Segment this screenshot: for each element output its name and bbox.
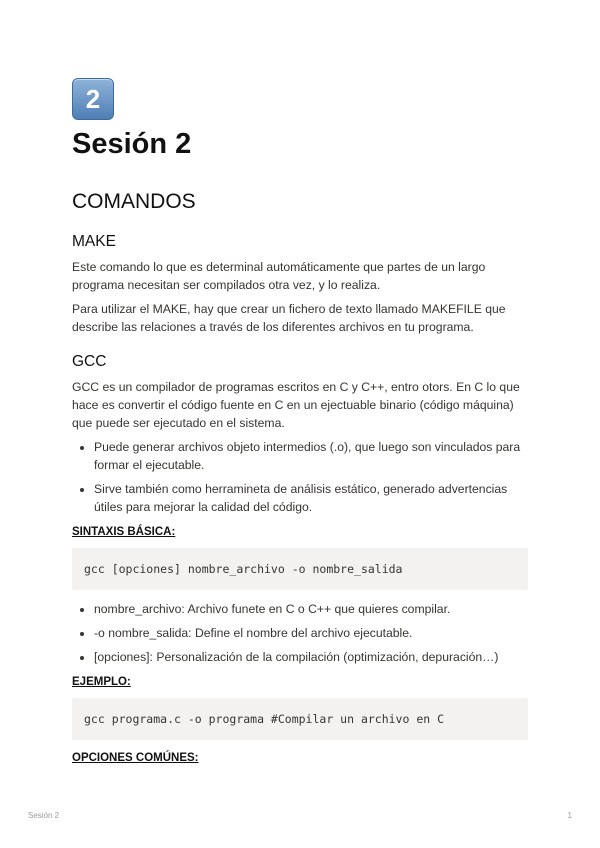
make-paragraph-1: Este comando lo que es determinal automáticamente que partes de un largo programa necesitan ser compilados otra vez, y lo realiza. bbox=[72, 260, 486, 292]
page-content bbox=[72, 78, 528, 774]
example-label: EJEMPLO: bbox=[72, 676, 131, 688]
footer-page-title: Sesión 2 bbox=[28, 811, 60, 820]
syntax-code-block[interactable]: gcc [opciones] nombre_archivo -o nombre_salida bbox=[72, 548, 528, 590]
gcc-heading: GCC bbox=[72, 353, 107, 370]
number-2-badge-icon: 2 bbox=[72, 78, 114, 120]
list-item: • [opciones]: Personalización de la compilación (optimización, depuración…) bbox=[94, 648, 528, 666]
syntax-bullet-list bbox=[72, 600, 528, 666]
list-item: • Puede generar archivos objeto intermedios (.o), que luego son vinculados para formar el ejecutable. bbox=[94, 438, 528, 474]
list-item: • nombre_archivo: Archivo funete en C o C++ que quieres compilar. bbox=[94, 600, 528, 618]
list-item: • Sirve también como herramineta de análisis estático, generado advertencias útiles para mejorar la calidad del código. bbox=[94, 480, 528, 516]
gcc-paragraph: GCC es un compilador de programas escritos en C y C++, entro otors. En C lo que hace es convertir el código fuente en C en un ejectuable binario (código máquina) que puede ser ejecutado en el sistema. bbox=[72, 380, 520, 430]
make-paragraph-2: Para utilizar el MAKE, hay que crear un fichero de texto llamado MAKEFILE que describe las relaciones a través de los diferentes archivos en tu programa. bbox=[72, 302, 506, 334]
options-label: OPCIONES COMÚNES: bbox=[72, 752, 199, 764]
list-item: • -o nombre_salida: Define el nombre del archivo ejecutable. bbox=[94, 624, 528, 642]
syntax-label: SINTAXIS BÁSICA: bbox=[72, 526, 176, 538]
example-code-block[interactable]: gcc programa.c -o programa #Compilar un archivo en C bbox=[72, 698, 528, 740]
section-title: COMANDOS bbox=[72, 190, 196, 213]
page-title: Sesión 2 bbox=[72, 128, 192, 160]
footer-page-number: 1 bbox=[567, 811, 572, 820]
gcc-bullet-list bbox=[72, 438, 528, 516]
make-heading: MAKE bbox=[72, 233, 116, 250]
